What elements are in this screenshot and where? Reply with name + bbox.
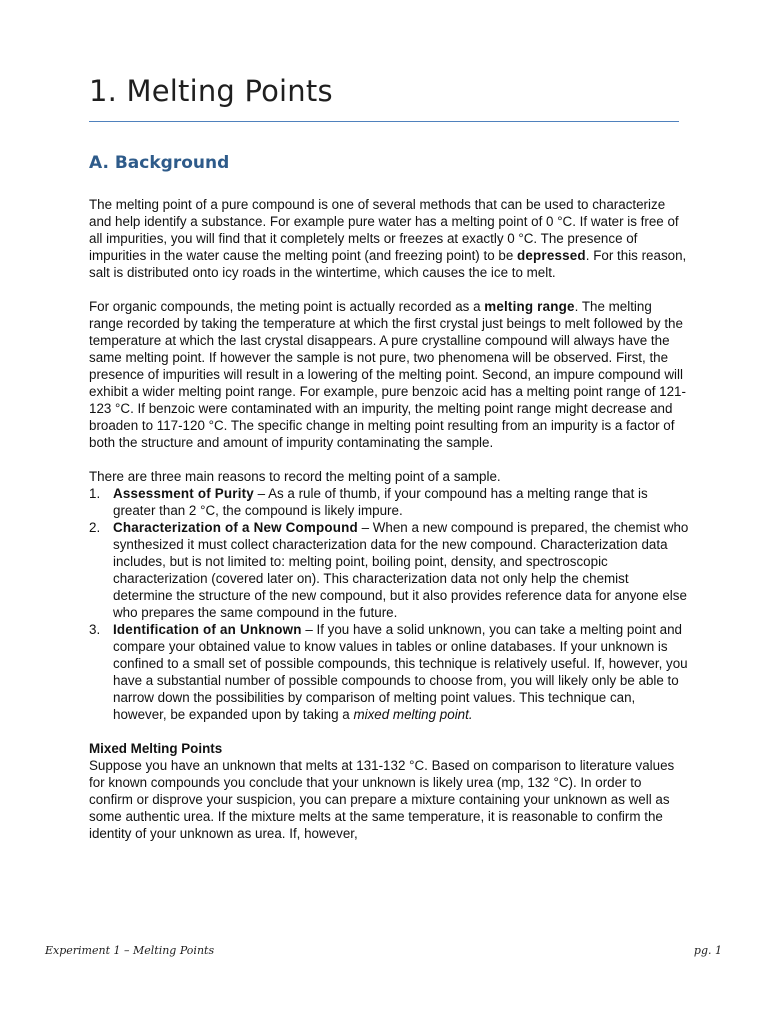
paragraph-2-bold-term: melting range: [484, 299, 575, 314]
paragraph-1-bold-term: depressed: [517, 248, 586, 263]
paragraph-1: [89, 196, 689, 281]
list-item-text: – As a rule of thumb, if your compound has a melting range that is greater than 2 °C, the compound is likely impure.: [113, 486, 648, 518]
list-item-text: – When a new compound is prepared, the chemist who synthesized it must collect characterization data for the new compound. Characterization data includes, but is not limited to: melting point, boiling point, density, and spectroscopic characterization (covered later on). This characterization data not only help the chemist determine the structure of the new compound, but it also provides reference data for anyone else who prepares the same compound in the future.: [113, 520, 689, 620]
page-title: 1. Melting Points: [89, 74, 333, 108]
reasons-list: [89, 485, 689, 723]
list-item-number: 1.: [89, 486, 101, 501]
paragraph-2-text-b: . The melting range recorded by taking the temperature at which the first crystal just beings to melt followed by the temperature at which the last crystal disappears. A pure crystalline compound will always have the same melting point. If however the sample is not pure, two phenomena will be observed. First, the presence of impurities will result in a lowering of the melting point. Second, an impure compound will exhibit a wider melting point range. For example, pure benzoic acid has a melting point range of 121-123 °C. If benzoic were contaminated with an impurity, the melting point range might decrease and broaden to 117-120 °C. The specific change in melting point resulting from an impurity is a factor of both the structure and amount of impurity contaminating the sample.: [89, 299, 686, 450]
list-item: [89, 485, 689, 519]
list-item: [89, 519, 689, 621]
title-divider: [89, 121, 679, 122]
list-item-number: 3.: [89, 622, 101, 637]
footer-page-number: pg. 1: [693, 944, 722, 957]
paragraph-2: [89, 298, 689, 451]
paragraph-1-text-a: The melting point of a pure compound is one of several methods that can be used to characterize and help identify a substance. For example pure water has a melting point of 0 °C. If water is free of all impurities, you will find that it completely melts or freezes at exactly 0 °C. The presence of impurities in the water cause the melting point (and freezing point) to be: [89, 197, 679, 263]
mixed-melting-text: Suppose you have an unknown that melts at 131-132 °C. Based on comparison to literature values for known compounds you conclude that your unknown is likely urea (mp, 132 °C). In order to confirm or disprove your suspicion, you can prepare a mixture containing your unknown as well as some authentic urea. If the mixture melts at the same temperature, it is reasonable to confirm the identity of your unknown as urea. If, however,: [89, 758, 675, 841]
list-item-term: Characterization of a New Compound: [113, 520, 358, 535]
body-text: [89, 196, 689, 842]
list-item-italic: mixed melting point.: [353, 707, 473, 722]
mixed-melting-heading: Mixed Melting Points: [89, 741, 223, 756]
list-intro: There are three main reasons to record the melting point of a sample.: [89, 469, 501, 484]
paragraph-1-text-b: . For this reason, salt is distributed onto icy roads in the wintertime, which causes the ice to melt.: [89, 248, 687, 280]
footer-experiment-label: Experiment 1 – Melting Points: [45, 944, 215, 957]
list-item-term: Assessment of Purity: [113, 486, 254, 501]
list-item-number: 2.: [89, 520, 101, 535]
paragraph-2-text-a: For organic compounds, the meting point is actually recorded as a: [89, 299, 485, 314]
section-heading: A. Background: [89, 153, 230, 173]
list-item-term: Identification of an Unknown: [113, 622, 302, 637]
list-item: [89, 621, 689, 723]
list-item-text: – If you have a solid unknown, you can take a melting point and compare your obtained value to know values in tables or online databases. If your unknown is confined to a small set of possible compounds, this technique is relatively useful. If, however, you have a substantial number of possible compounds to choose from, you will likely only be able to narrow down the possibilities by comparison of melting point values. This technique can, however, be expanded upon by taking a: [113, 622, 688, 722]
